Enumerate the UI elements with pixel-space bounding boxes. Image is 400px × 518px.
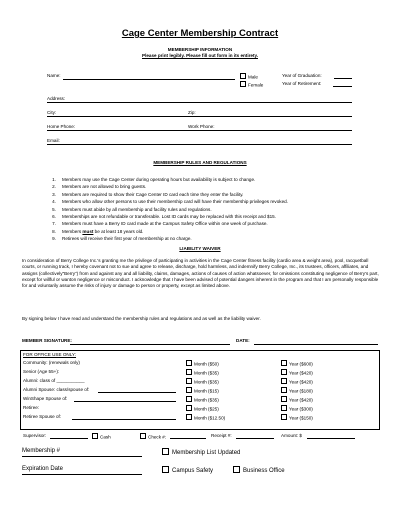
month-option[interactable]: Month ($35) <box>186 369 219 376</box>
male-checkbox[interactable] <box>240 73 246 79</box>
month-checkbox[interactable] <box>186 360 192 366</box>
month-option[interactable]: Month ($15) <box>186 387 219 394</box>
rule-item: 8. Members must be at least 18 years old. <box>52 228 144 234</box>
phone-field[interactable] <box>47 130 352 131</box>
supervisor-label: Supervisor: <box>23 433 47 438</box>
waiver-paragraph: In consideration of Berry College Inc.'s granting me the privilege of participating in activities in the Cage Center fitness facility (cardio area & weight area), pool, racquetball courts, or running track, I hereby covenant not to sue and agree to release, discharge, hold harmless, and indemnify Berry College, Inc., its trustees, officers, affiliates, and assigns (collectively“Berry”) from and against any and all liability, claims, damages, actions of causes of action whatsoever, for omissions constituting negligence of Berry's part, except for willful or wanton negligence or misconduct. I acknowledge that I have been advised of potential dangers inherent in the program and that I am personally responsible for and voluntarily assume the risks of injury or damage to person or property, except as limited above. <box>22 258 379 289</box>
retirement-field[interactable] <box>333 86 352 87</box>
expiration-date-label: Expiration Date <box>22 466 64 472</box>
rule-item: 1. Members may use the Cage Center during operating hours but availability is subject to change. <box>52 177 256 182</box>
graduation-label: Year of Graduation: <box>282 73 322 78</box>
rule-item: 3. Members are required to show their Cage Center ID card each time they enter the facility. <box>52 191 244 197</box>
membership-info-instruction: Please print legibly. Please fill out form in its entirety. <box>142 53 258 58</box>
office-use-heading: FOR OFFICE USE ONLY: <box>23 352 77 357</box>
rules-heading: MEMBERSHIP RULES AND REGULATIONS <box>153 160 247 165</box>
month-option[interactable]: Month ($35) <box>186 396 219 403</box>
office-row-label: Alumni: class of ___________ <box>23 378 85 383</box>
rule-item: 9. Retirees will receive their first year of membership at no charge. <box>52 236 192 242</box>
membership-number-label: Membership # <box>22 448 61 454</box>
list-updated-checkbox[interactable] <box>162 448 169 455</box>
email-field[interactable] <box>47 144 352 145</box>
work-phone-label: Work Phone: <box>188 124 215 129</box>
membership-number-field[interactable] <box>22 456 142 457</box>
date-label: DATE: <box>236 338 250 343</box>
page-title: Cage Center Membership Contract <box>121 28 279 39</box>
female-label: Female <box>248 82 264 88</box>
retiree-spouse-field[interactable] <box>72 419 176 420</box>
month-checkbox[interactable] <box>186 405 192 411</box>
membership-list-updated-option[interactable]: Membership List Updated <box>162 448 240 456</box>
year-checkbox[interactable] <box>281 414 287 420</box>
city-label: City: <box>47 110 57 115</box>
female-checkbox[interactable] <box>240 81 246 87</box>
rule-item: 6. Memberships are not refundable or transferable. Lost ID cards may be replaced with this receipt and $15. <box>52 213 276 219</box>
email-label: Email: <box>47 138 60 143</box>
office-row-label: Retiree Spouse of: <box>23 414 62 419</box>
check-option[interactable]: Check #: <box>140 433 166 440</box>
year-option[interactable]: Year ($420) <box>281 369 313 376</box>
zip-label: Zip: <box>188 110 196 115</box>
year-checkbox[interactable] <box>281 360 287 366</box>
name-field[interactable] <box>63 79 235 80</box>
year-option[interactable]: Year ($150) <box>281 414 313 421</box>
business-office-option[interactable]: Business Office <box>233 466 285 474</box>
month-option[interactable]: Month ($35) <box>186 378 219 385</box>
month-checkbox[interactable] <box>186 387 192 393</box>
member-signature-field[interactable] <box>70 344 230 345</box>
waiver-heading: LIABILITY WAIVER <box>179 246 221 251</box>
year-option[interactable]: Year ($420) <box>281 396 313 403</box>
year-checkbox[interactable] <box>281 378 287 384</box>
cash-checkbox[interactable] <box>92 433 98 439</box>
rule-item: 4. Members who allow other persons to use their membership card will have their membership privileges revoked. <box>52 199 288 205</box>
year-option[interactable]: Year ($180) <box>281 387 313 394</box>
signature-date-field[interactable] <box>254 344 378 345</box>
office-row-label: WinShape Spouse of: <box>23 396 68 401</box>
rules-list <box>45 176 288 243</box>
male-label: Male <box>248 74 258 80</box>
campus-safety-checkbox[interactable] <box>162 466 169 473</box>
rule-item: 2. Members are not allowed to bring guests. <box>52 184 147 190</box>
cash-option[interactable]: Cash <box>92 433 111 440</box>
amount-label: Amount: $ <box>281 433 302 438</box>
expiration-date-field[interactable] <box>22 474 142 475</box>
year-checkbox[interactable] <box>281 396 287 402</box>
retirement-label: Year of Retirement: <box>282 81 322 86</box>
business-office-checkbox[interactable] <box>233 466 240 473</box>
male-option[interactable] <box>240 73 258 80</box>
winshape-spouse-field[interactable] <box>74 401 176 402</box>
office-row-label: Retiree: <box>23 405 40 410</box>
city-zip-field[interactable] <box>47 116 352 117</box>
month-option[interactable]: Month ($12.50) <box>186 414 225 421</box>
month-checkbox[interactable] <box>186 369 192 375</box>
year-checkbox[interactable] <box>281 369 287 375</box>
month-option[interactable]: Month ($25) <box>186 405 219 412</box>
amount-field[interactable] <box>307 438 355 439</box>
supervisor-field[interactable] <box>50 438 88 439</box>
address-label: Address: <box>47 96 66 101</box>
address-field[interactable] <box>47 102 352 103</box>
office-row-label: Community: (renewals only) <box>23 360 80 365</box>
office-row-label: Senior (Age 55+): <box>23 369 60 374</box>
office-row-label: Alumni Spouse: class/spouse of: <box>23 387 90 392</box>
female-option[interactable] <box>240 81 263 88</box>
month-checkbox[interactable] <box>186 396 192 402</box>
year-option[interactable]: Year ($600) <box>281 360 313 367</box>
year-option[interactable]: Year ($300) <box>281 405 313 412</box>
campus-safety-option[interactable]: Campus Safety <box>162 466 213 474</box>
member-signature-label: MEMBER SIGNATURE: <box>22 338 72 343</box>
receipt-field[interactable] <box>236 438 274 439</box>
agreement-text: By signing below I have read and understand the membership rules and regulations and as well as the liability waiver. <box>22 316 261 321</box>
month-option[interactable]: Month ($50) <box>186 360 219 367</box>
alumni-spouse-field[interactable] <box>98 392 176 393</box>
rule-item: 5. Members must abide by all membership and facility rules and regulations. <box>52 206 212 212</box>
check-number-field[interactable] <box>170 438 206 439</box>
month-checkbox[interactable] <box>186 378 192 384</box>
graduation-field[interactable] <box>334 78 352 79</box>
year-checkbox[interactable] <box>281 387 287 393</box>
check-checkbox[interactable] <box>140 433 146 439</box>
receipt-label: Receipt #: <box>211 433 232 438</box>
rule-item: 7. Members must have a Berry ID card made at the Campus Safety Office within one week of purchase. <box>52 221 268 227</box>
membership-info-heading: MEMBERSHIP INFORMATION <box>167 47 233 52</box>
month-checkbox[interactable] <box>186 414 192 420</box>
year-checkbox[interactable] <box>281 405 287 411</box>
year-option[interactable]: Year ($420) <box>281 378 313 385</box>
name-label: Name: <box>47 73 61 78</box>
home-phone-label: Home Phone: <box>47 124 76 129</box>
